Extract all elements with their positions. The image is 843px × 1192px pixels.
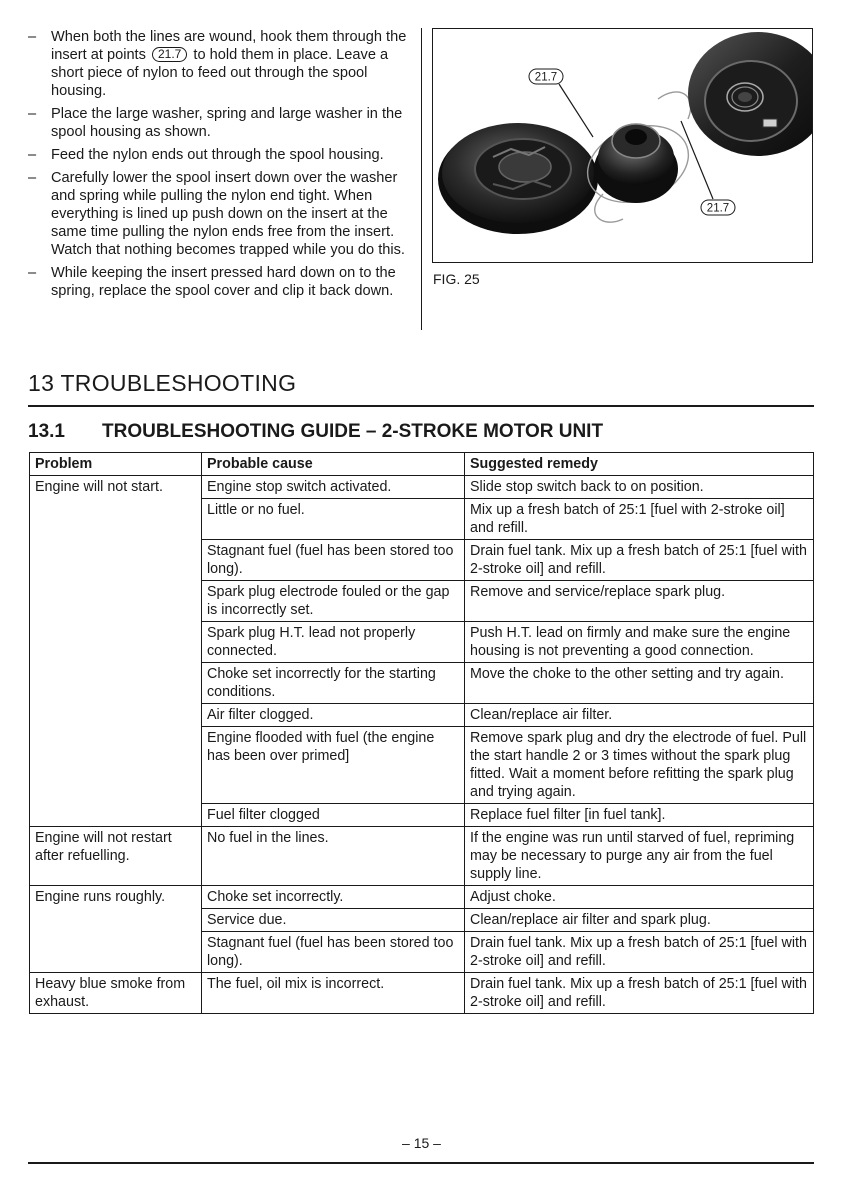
- bullet-dash: –: [28, 170, 37, 186]
- bullet-dash: –: [28, 106, 37, 122]
- table-row: [30, 973, 814, 1014]
- subsection-title: [28, 421, 603, 443]
- instruction-text: Feed the nylon ends out through the spool housing.: [51, 147, 384, 163]
- remedy-cell: Move the choke to the other setting and try again.: [465, 663, 814, 704]
- figure-25-photo: [432, 28, 813, 263]
- cause-cell: Stagnant fuel (fuel has been stored too long).: [202, 932, 465, 973]
- remedy-cell: Replace fuel filter [in fuel tank].: [465, 804, 814, 827]
- instruction-text: When both the lines are wound, hook them through the insert at points: [51, 29, 407, 63]
- subsection-number: 13.1: [28, 421, 65, 442]
- table-body: [30, 476, 814, 1014]
- spool-housing: [688, 32, 812, 156]
- cause-cell: Spark plug H.T. lead not properly connected.: [202, 622, 465, 663]
- instruction-item: [28, 28, 413, 100]
- problem-cell: Engine will not restart after refuelling.: [30, 827, 202, 886]
- figure-caption: FIG. 25: [433, 271, 480, 287]
- remedy-cell: Adjust choke.: [465, 886, 814, 909]
- table-header-row: [30, 453, 814, 476]
- remedy-cell: Slide stop switch back to on position.: [465, 476, 814, 499]
- section-rule: [28, 405, 814, 407]
- table-row: [30, 476, 814, 499]
- bullet-dash: –: [28, 265, 37, 281]
- problem-cell: Engine runs roughly.: [30, 886, 202, 973]
- instruction-text: While keeping the insert pressed hard down on to the spring, replace the spool cover and clip it back down.: [51, 265, 396, 299]
- cause-cell: Stagnant fuel (fuel has been stored too long).: [202, 540, 465, 581]
- problem-cell: Engine will not start.: [30, 476, 202, 827]
- column-divider: [421, 28, 422, 330]
- table-row: [30, 886, 814, 909]
- remedy-cell: Drain fuel tank. Mix up a fresh batch of 25:1 [fuel with 2-stroke oil] and refill.: [465, 932, 814, 973]
- remedy-cell: Drain fuel tank. Mix up a fresh batch of 25:1 [fuel with 2-stroke oil] and refill.: [465, 973, 814, 1014]
- instruction-item: [28, 264, 413, 300]
- table-row: [30, 827, 814, 886]
- cause-cell: The fuel, oil mix is incorrect.: [202, 973, 465, 1014]
- spool-assembly-illustration: [433, 29, 812, 262]
- cause-cell: Engine stop switch activated.: [202, 476, 465, 499]
- section-title: 13 TROUBLESHOOTING: [28, 370, 297, 396]
- cause-cell: No fuel in the lines.: [202, 827, 465, 886]
- callout-label: 21.7: [706, 202, 730, 215]
- column-header-remedy: Suggested remedy: [465, 453, 814, 476]
- instruction-text: Place the large washer, spring and large washer in the spool housing as shown.: [51, 106, 403, 140]
- bullet-dash: –: [28, 29, 37, 45]
- remedy-cell: If the engine was run until starved of fuel, repriming may be necessary to purge any air from the fuel supply line.: [465, 827, 814, 886]
- spool-insert: [594, 124, 678, 203]
- cause-cell: Service due.: [202, 909, 465, 932]
- remedy-cell: Remove and service/replace spark plug.: [465, 581, 814, 622]
- footer-rule: [28, 1162, 814, 1164]
- remedy-cell: Clean/replace air filter.: [465, 704, 814, 727]
- instruction-list: [28, 28, 413, 305]
- problem-cell: Heavy blue smoke from exhaust.: [30, 973, 202, 1014]
- instruction-item: [28, 169, 413, 259]
- page-number: – 15 –: [402, 1135, 441, 1151]
- instruction-text: Carefully lower the spool insert down over the washer and spring while pulling the nylon end tight. When everything is lined up push down on the insert at the same time pulling the nylon ends free from the insert. Watch that nothing becomes trapped while you do this.: [51, 170, 405, 258]
- remedy-cell: Drain fuel tank. Mix up a fresh batch of 25:1 [fuel with 2-stroke oil] and refill.: [465, 540, 814, 581]
- callout-21-7-bottom: [701, 200, 735, 215]
- remedy-cell: Push H.T. lead on firmly and make sure the engine housing is not preventing a good connection.: [465, 622, 814, 663]
- cause-cell: Air filter clogged.: [202, 704, 465, 727]
- callout-21-7-top: [529, 69, 563, 84]
- reference-badge: 21.7: [152, 47, 187, 62]
- cause-cell: Choke set incorrectly for the starting conditions.: [202, 663, 465, 704]
- cause-cell: Choke set incorrectly.: [202, 886, 465, 909]
- remedy-cell: Mix up a fresh batch of 25:1 [fuel with 2-stroke oil] and refill.: [465, 499, 814, 540]
- cause-cell: Engine flooded with fuel (the engine has been over primed]: [202, 727, 465, 804]
- troubleshooting-table: [29, 452, 814, 1014]
- cause-cell: Little or no fuel.: [202, 499, 465, 540]
- instruction-text-continued: to hold them in place. Leave a short piece of nylon to feed out through the spool housing.: [51, 47, 389, 99]
- spool-cover: [438, 123, 598, 234]
- cause-cell: Fuel filter clogged: [202, 804, 465, 827]
- instruction-item: [28, 105, 413, 141]
- callout-label: 21.7: [534, 71, 558, 84]
- remedy-cell: Remove spark plug and dry the electrode of fuel. Pull the start handle 2 or 3 times without the spark plug fitted. Wait a moment before refitting the spark plug and trying again.: [465, 727, 814, 804]
- cause-cell: Spark plug electrode fouled or the gap is incorrectly set.: [202, 581, 465, 622]
- remedy-cell: Clean/replace air filter and spark plug.: [465, 909, 814, 932]
- column-header-problem: Problem: [30, 453, 202, 476]
- column-header-cause: Probable cause: [202, 453, 465, 476]
- instruction-item: [28, 146, 413, 164]
- bullet-dash: –: [28, 147, 37, 163]
- subsection-heading: TROUBLESHOOTING GUIDE – 2-STROKE MOTOR UNIT: [102, 421, 604, 442]
